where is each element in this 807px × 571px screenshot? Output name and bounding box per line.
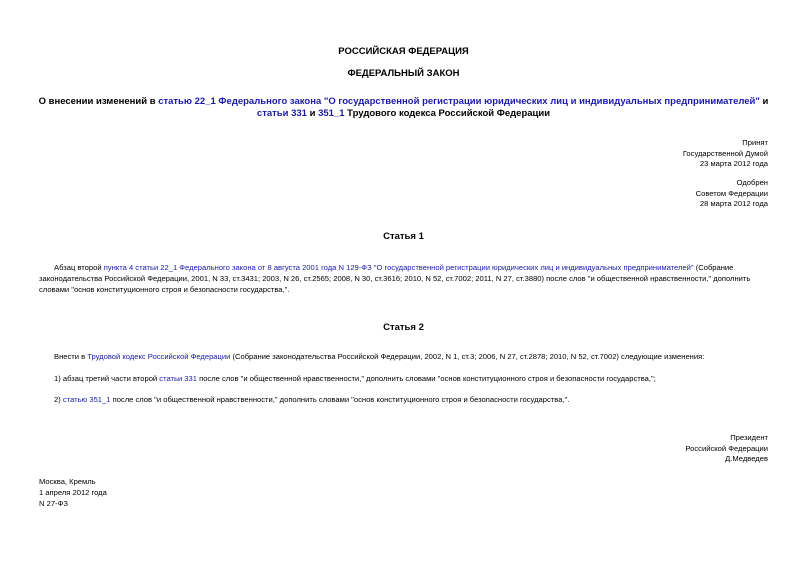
approved-label: Одобрен [736,178,768,187]
article-2-intro-before: Внести в [54,352,88,361]
article-1-link-law-129[interactable]: пункта 4 статьи 22_1 Федерального закона от 8 августа 2001 года N 129-ФЗ "О государственной регистрации юридических лиц и индивидуальных предпринимателей" [103,263,694,272]
signature-org: Российской Федерации [685,443,768,453]
article-1-paragraph [39,262,771,295]
header-federation: РОССИЙСКАЯ ФЕДЕРАЦИЯ [338,46,469,57]
article-1-heading: Статья 1 [383,231,424,242]
article-2-heading: Статья 2 [383,322,424,333]
title-suffix: Трудового кодекса Российской Федерации [344,108,551,119]
item-1-before: 1) абзац третий части второй [54,374,160,383]
title-link-article-351-1[interactable]: 351_1 [318,108,345,119]
signature-title: Президент [730,433,768,442]
place-date-block [39,476,107,509]
adopted-label: Принят [742,138,768,147]
article-1-text-before: Абзац второй [54,263,104,272]
title-middle: и [759,96,769,107]
adopted-date: 23 марта 2012 года [699,159,768,168]
article-2-intro-after: (Собрание законодательства Российской Федерации, 2002, N 1, ст.3; 2006, N 27, ст.2878; 2010, N 52, ст.7002) следующие изменения: [230,352,705,361]
approved-by: Советом Федерации [695,188,768,198]
signature-block [685,433,768,465]
title-and: и [306,108,319,119]
law-number: N 27-ФЗ [39,499,68,508]
article-2-intro [54,351,704,362]
document-title [30,96,777,120]
adopted-block [683,138,768,170]
adopted-by: Государственной Думой [682,148,768,158]
place-location: Москва, Кремль [39,477,96,486]
title-prefix: О внесении изменений в [38,96,159,107]
article-2-item-2 [54,394,569,405]
item-2-after: после слов "и общественной нравственности," дополнить словами "основ конституционного строя и безопасности государства,". [110,395,570,404]
article-2-item-1 [54,373,656,384]
title-link-article-331[interactable]: статьи 331 [256,108,307,119]
title-link-law-22-1[interactable]: статью 22_1 Федерального закона "О государственной регистрации юридических лиц и индивидуальных предпринимателей" [158,96,760,107]
item-2-before: 2) [54,395,63,404]
approved-date: 28 марта 2012 года [699,199,768,208]
item-2-link-article-351-1[interactable]: статью 351_1 [62,395,111,404]
article-2-link-labor-code[interactable]: Трудовой кодекс Российской Федерации [87,352,231,361]
approved-block [696,178,768,210]
item-1-after: после слов "и общественной нравственности," дополнить словами "основ конституционного строя и безопасности государства,"; [196,374,656,383]
place-date: 1 апреля 2012 года [39,488,107,497]
item-1-link-article-331[interactable]: статьи 331 [159,374,197,383]
header-law-type: ФЕДЕРАЛЬНЫЙ ЗАКОН [347,68,460,79]
article-1-text-after: (Собрание законодательства Российской Федерации, 2001, N 33, ст.3431; 2003, N 26, ст.2565; 2008, N 30, ст.3616; 2010, N 52, ст.7002; 2011, N 27, ст.3880) после слов "и общественной нравственности," дополнить словами "основ конституционного строя и безопасности государства,". [39,263,751,294]
signature-name: Д.Медведев [725,454,768,463]
